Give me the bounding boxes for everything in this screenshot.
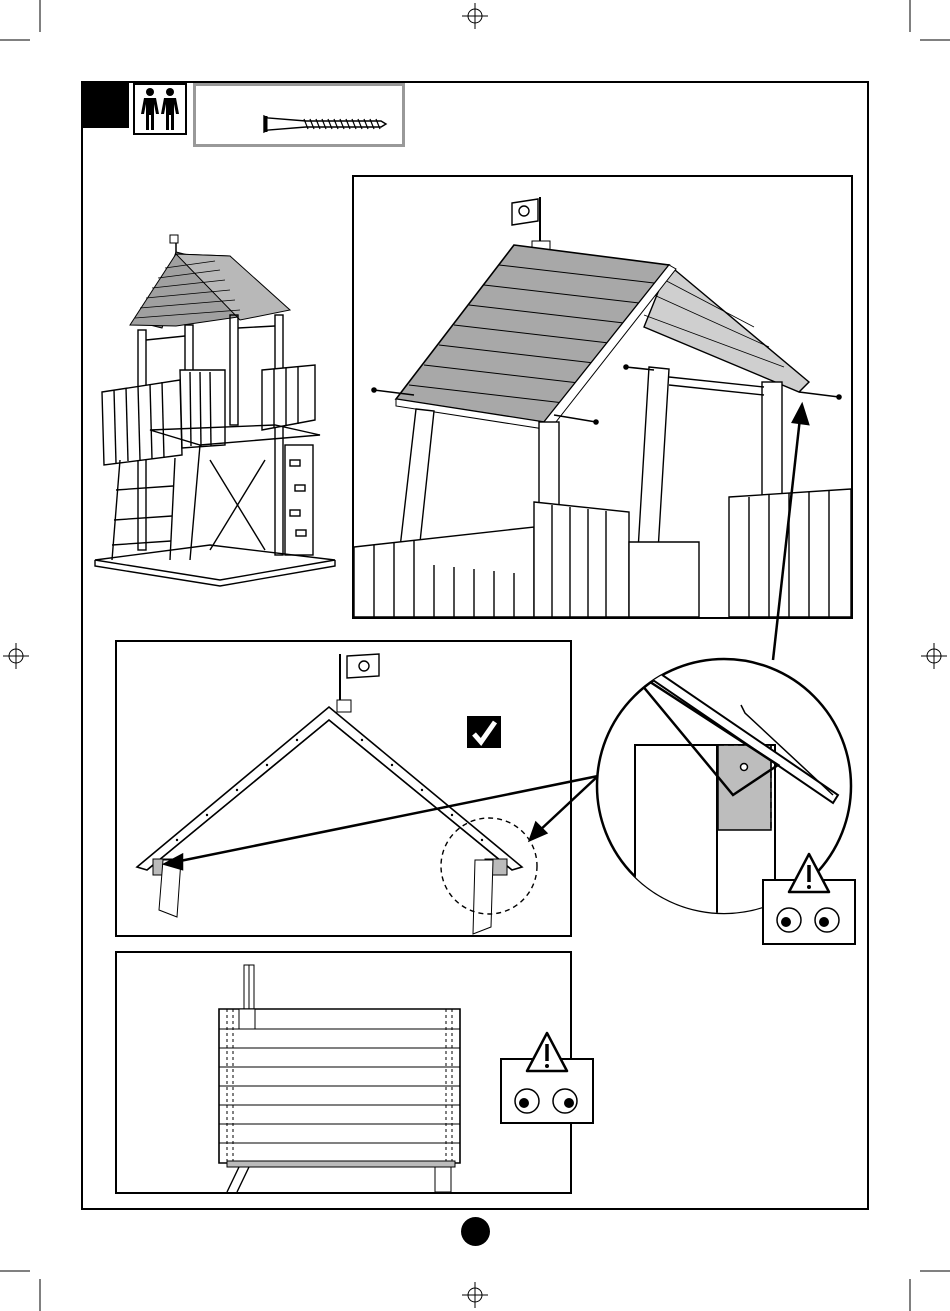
step-number-box	[83, 83, 129, 128]
flag-icon	[340, 654, 379, 700]
page-number-badge	[461, 1217, 490, 1246]
roof-front-view-panel	[115, 640, 572, 937]
flag-icon	[512, 197, 540, 247]
check-icon	[467, 716, 501, 748]
flag-icon	[170, 235, 178, 254]
overview-playhouse-illustration	[90, 230, 340, 590]
screw-icon	[196, 86, 402, 144]
warning-eyes-icon	[761, 852, 857, 946]
parts-box	[193, 83, 405, 147]
roof-screw-detail-panel	[352, 175, 853, 619]
warning-eyes-icon	[499, 1031, 595, 1125]
two-persons-icon	[133, 83, 187, 135]
